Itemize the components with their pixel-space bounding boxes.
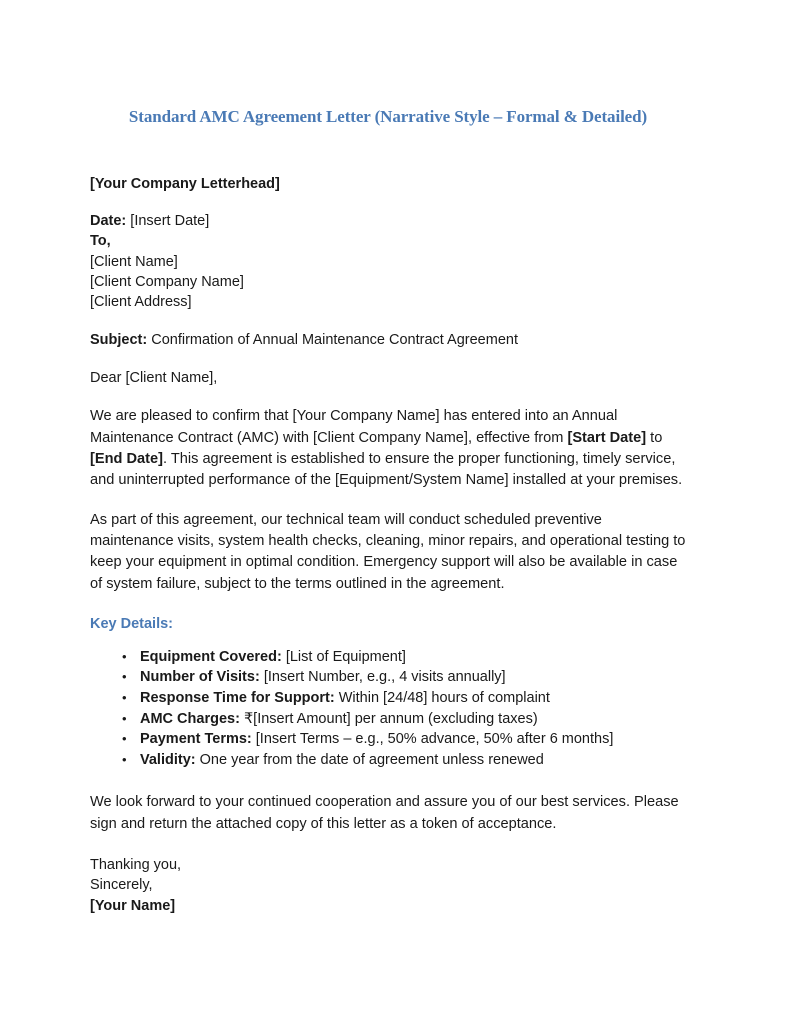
key-details-list — [90, 634, 686, 771]
paragraph-1-part-3: . This agreement is established to ensure the proper functioning, timely service, and uninterrupted performance of the [Equipment/System Name] installed at your premises. — [90, 451, 683, 489]
list-item — [90, 647, 686, 668]
recipient-block — [90, 194, 686, 312]
list-item-label: AMC Charges: — [140, 710, 240, 727]
list-item-label: Response Time for Support: — [140, 690, 335, 707]
subject-value: Confirmation of Annual Maintenance Contract Agreement — [151, 332, 518, 349]
list-item-label: Payment Terms: — [140, 731, 252, 748]
document-content — [90, 0, 686, 916]
to-label: To, — [90, 233, 111, 250]
page-title: Standard AMC Agreement Letter (Narrative Style – Formal & Detailed) — [128, 107, 648, 126]
signoff-block — [90, 835, 686, 916]
closing-paragraph: We look forward to your continued cooperation and assure you of our best services. Please sign and return the attached copy of this letter as a token of acceptance. — [90, 794, 679, 832]
list-item-label: Equipment Covered: — [140, 648, 282, 665]
paragraph-1-part-2: to — [646, 429, 663, 446]
salutation: Dear [Client Name], — [90, 370, 218, 387]
signature-name: [Your Name] — [90, 897, 176, 914]
key-details-heading: Key Details: — [90, 615, 174, 632]
subject-label: Subject: — [90, 332, 148, 349]
client-name: [Client Name] — [90, 253, 178, 270]
list-item-value: [Insert Number, e.g., 4 visits annually] — [263, 669, 506, 686]
list-item-value: One year from the date of agreement unless renewed — [199, 751, 544, 768]
list-item — [90, 709, 686, 730]
end-date-placeholder: [End Date] — [90, 451, 163, 468]
paragraph-1-part-1: We are pleased to confirm that [Your Company Name] has entered into an Annual Maintenance Contract (AMC) with [Client Company Name], effective from — [90, 408, 618, 446]
body-paragraph-1 — [90, 388, 686, 491]
thanking-line: Thanking you, — [90, 857, 182, 874]
client-company-name: [Client Company Name] — [90, 273, 244, 290]
body-paragraph-2: As part of this agreement, our technical team will conduct scheduled preventive maintenance visits, system health checks, cleaning, minor repairs, and operational testing to keep your equipment in optimal condition. Emergency support will also be available in case of system failure, subject to the terms outlined in the agreement. — [90, 511, 686, 592]
list-item-label: Number of Visits: — [140, 669, 260, 686]
bullet-icon: • — [122, 690, 127, 706]
start-date-placeholder: [Start Date] — [567, 429, 647, 446]
date-label: Date: — [90, 213, 127, 229]
date-value: [Insert Date] — [130, 213, 210, 229]
list-item — [90, 688, 686, 709]
sincerely-line: Sincerely, — [90, 877, 153, 894]
list-item-value: Within [24/48] hours of complaint — [338, 690, 550, 707]
bullet-icon: • — [122, 710, 127, 726]
bullet-icon: • — [122, 751, 127, 767]
date-line — [90, 211, 686, 231]
list-item-value: [Insert Terms – e.g., 50% advance, 50% after 6 months] — [255, 731, 614, 748]
list-item — [90, 667, 686, 688]
list-item-value: [List of Equipment] — [285, 648, 406, 665]
list-item-label: Validity: — [140, 751, 196, 768]
bullet-icon: • — [122, 669, 127, 685]
list-item — [90, 750, 686, 771]
list-item-value: ₹[Insert Amount] per annum (excluding taxes) — [243, 710, 538, 727]
company-letterhead: [Your Company Letterhead] — [90, 176, 280, 192]
bullet-icon: • — [122, 648, 127, 664]
subject-line — [90, 312, 686, 350]
list-item — [90, 729, 686, 750]
client-address: [Client Address] — [90, 294, 192, 311]
bullet-icon: • — [122, 731, 127, 747]
